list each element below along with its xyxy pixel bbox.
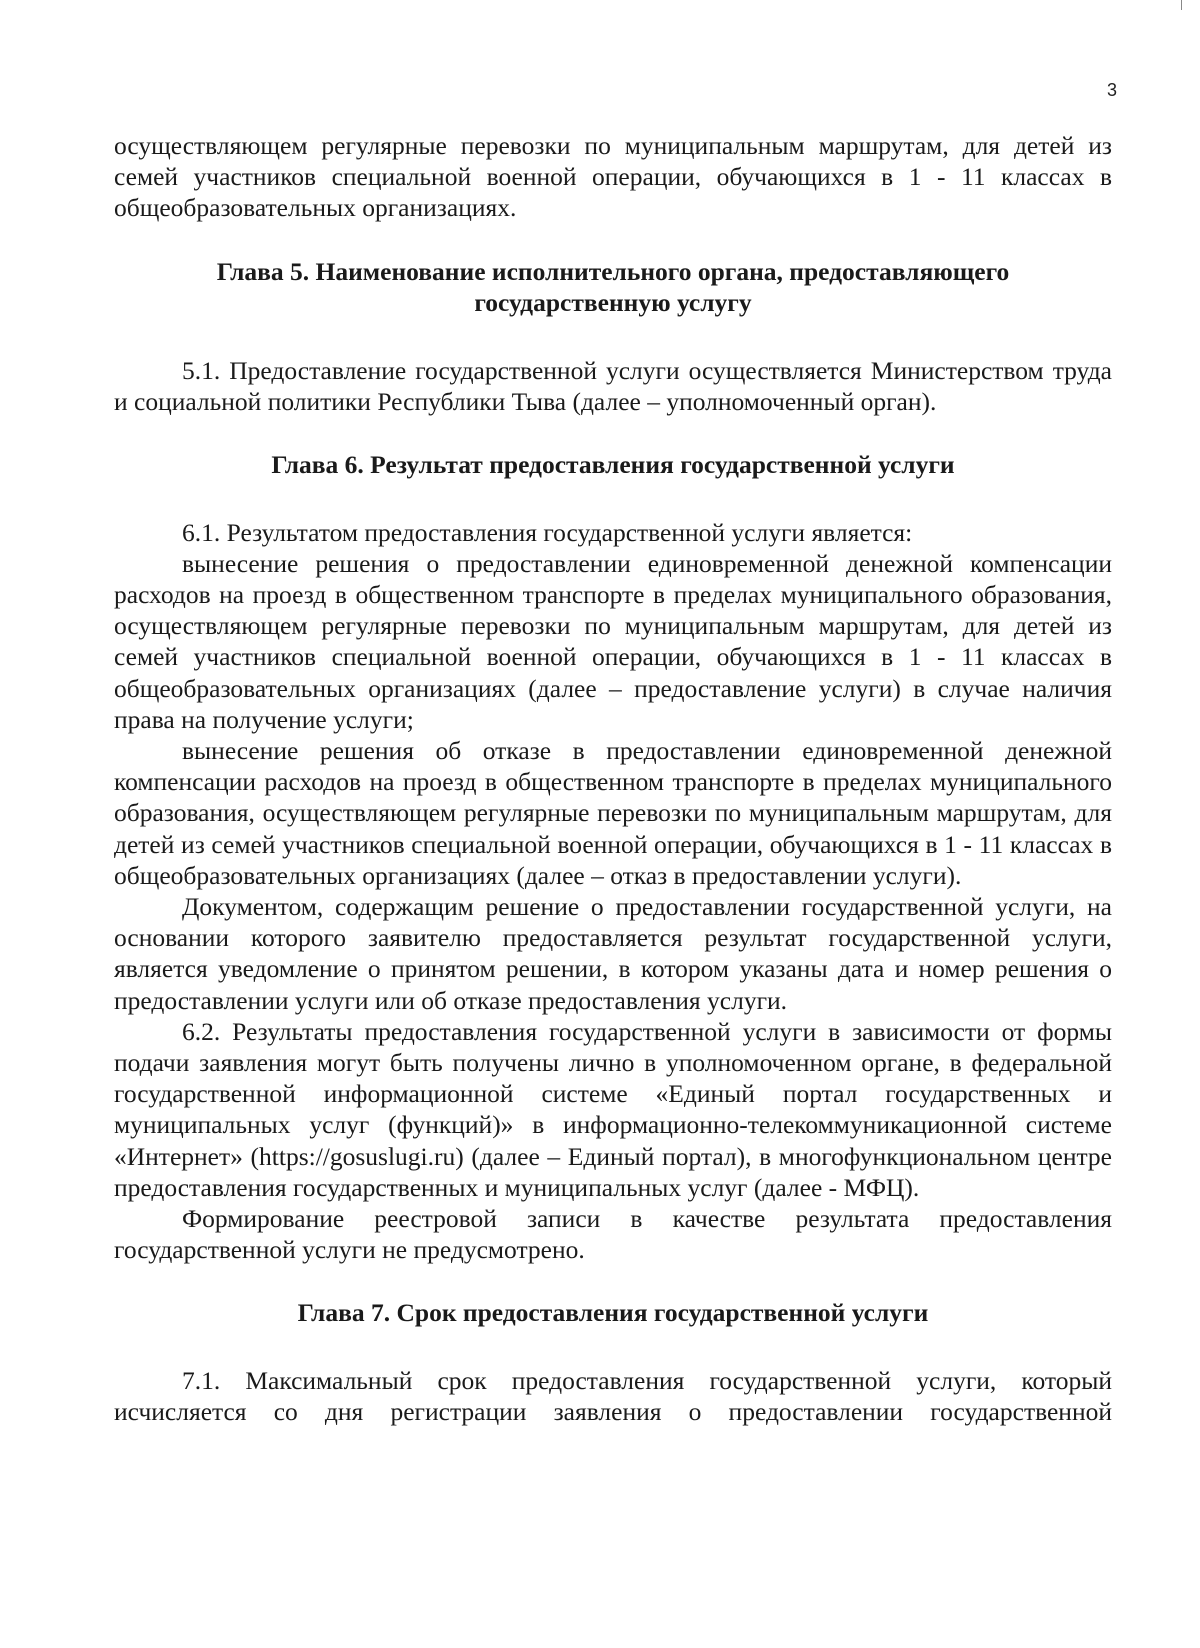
paragraph-5-1: 5.1. Предоставление государственной услуги осуществляется Министерством труда и социальной политики Республики Тыва (далее – уполномоченный орган). [114, 355, 1112, 416]
paragraph-result-refusal: вынесение решения об отказе в предоставлении единовременной денежной компенсации расходов на проезд в общественном транспорте в пределах муниципального образования, осуществляющем регулярные перевозки по муниципальным маршрутам, для детей из семей участников специальной военной операции, обучающихся в 1 - 11 классах в общеобразовательных организациях (далее – отказ в предоставлении услуги). [114, 735, 1112, 890]
scan-mark [1181, 0, 1182, 10]
heading-chapter-5: Глава 5. Наименование исполнительного органа, предоставляющего государственную услугу [216, 256, 1010, 318]
paragraph-6-2: 6.2. Результаты предоставления государственной услуги в зависимости от формы подачи заявления могут быть получены лично в уполномоченном органе, в федеральной государственной информационной системе «Единый портал государственных и муниципальных услуг (функций)» в информационно-телекоммуникационной системе «Интернет» (https://gosuslugi.ru) (далее – Единый портал), в многофункциональном центре предоставления государственных и муниципальных услуг (далее - МФЦ). [114, 1016, 1112, 1202]
paragraph-continuation: осуществляющем регулярные перевозки по муниципальным маршрутам, для детей из семей участников специальной военной операции, обучающихся в 1 - 11 классах в общеобразовательных организациях. [114, 131, 1112, 223]
paragraph-7-1: 7.1. Максимальный срок предоставления государственной услуги, который исчисляется со дня регистрации заявления о предоставлении государственной [114, 1365, 1112, 1427]
page-number: 3 [1106, 80, 1117, 100]
paragraph-registry-record: Формирование реестровой записи в качестве результата предоставления государственной услуги не предусмотрено. [114, 1203, 1112, 1265]
paragraph-result-document: Документом, содержащим решение о предоставлении государственной услуги, на основании которого заявителю предоставляется результат государственной услуги, является уведомление о принятом решении, в котором указаны дата и номер решения о предоставлении услуги или об отказе предоставления услуги. [114, 891, 1112, 1015]
heading-chapter-6: Глава 6. Результат предоставления государственной услуги [271, 450, 955, 480]
document-body [114, 130, 1112, 1427]
paragraph-result-grant: вынесение решения о предоставлении единовременной денежной компенсации расходов на проезд в общественном транспорте в пределах муниципального образования, осуществляющем регулярные перевозки по муниципальным маршрутам, для детей из семей участников специальной военной операции, обучающихся в 1 - 11 классах в общеобразовательных организациях (далее – предоставление услуги) в случае наличия права на получение услуги; [114, 548, 1112, 734]
paragraph-6-1: 6.1. Результатом предоставления государственной услуги является: [182, 517, 913, 547]
heading-chapter-7: Глава 7. Срок предоставления государственной услуги [297, 1298, 929, 1328]
